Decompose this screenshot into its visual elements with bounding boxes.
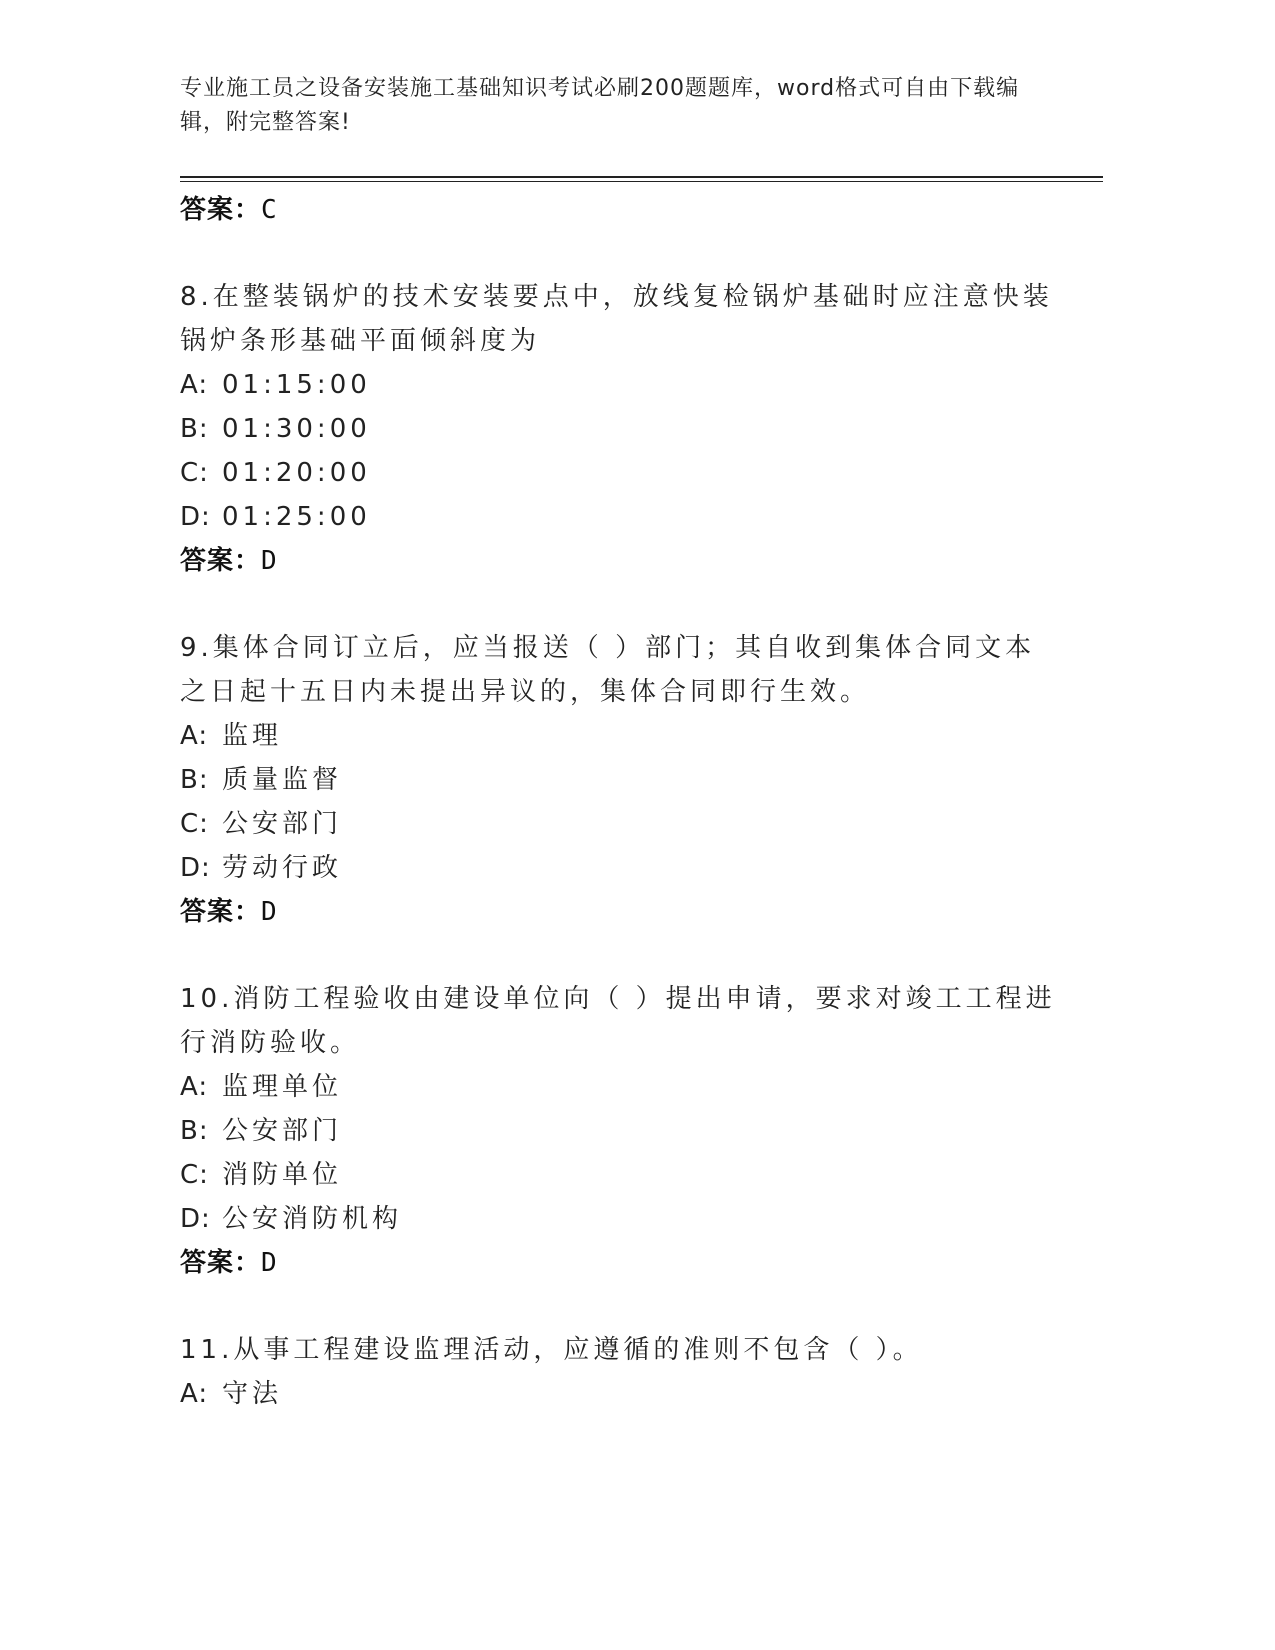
answer-label: 答案： [180, 195, 262, 225]
question-text: 8.在整装锅炉的技术安装要点中，放线复检锅炉基础时应注意快装锅炉条形基础平面倾斜度为 [180, 282, 1053, 356]
document-body [180, 188, 1060, 1416]
answer-value: C [261, 195, 278, 225]
option-key: C: [180, 809, 209, 839]
question-block [180, 275, 1060, 583]
header-divider-thick [180, 176, 1103, 178]
answer-value: D [261, 897, 278, 927]
option-d [180, 1197, 1060, 1241]
option-a [180, 1065, 1060, 1109]
option-a [180, 714, 1060, 758]
question-text: 9.集体合同订立后，应当报送（ ）部门；其自收到集体合同文本之日起十五日内未提出异议的，集体合同即行生效。 [180, 633, 1036, 707]
header-divider-thin [180, 181, 1103, 182]
question-block [180, 626, 1060, 934]
answer-value: D [261, 1248, 278, 1278]
option-text: 公安部门 [222, 1116, 343, 1146]
option-text: 监理 [222, 721, 283, 751]
option-c [180, 802, 1060, 846]
answer-line [180, 1241, 1060, 1285]
option-text: 质量监督 [222, 765, 343, 795]
question-block [180, 977, 1060, 1285]
option-text: 守法 [222, 1379, 283, 1409]
question-block [180, 1328, 1060, 1416]
option-key: C: [180, 1160, 209, 1190]
question-text: 11.从事工程建设监理活动，应遵循的准则不包含（ ）。 [180, 1335, 923, 1365]
option-text: 劳动行政 [222, 853, 343, 883]
answer-line [180, 188, 1060, 232]
answer-label: 答案： [180, 1248, 262, 1278]
page-header: 专业施工员之设备安装施工基础知识考试必刷200题题库，word格式可自由下载编辑，附完整答案! [180, 76, 1020, 135]
spacer [180, 934, 1060, 977]
option-text: 01:15:00 [222, 370, 371, 400]
option-key: D: [180, 1204, 211, 1234]
option-b [180, 1109, 1060, 1153]
option-b [180, 758, 1060, 802]
answer-line [180, 539, 1060, 583]
option-key: C: [180, 458, 209, 488]
option-key: A: [180, 1072, 209, 1102]
option-key: A: [180, 721, 209, 751]
option-b [180, 407, 1060, 451]
option-a [180, 1372, 1060, 1416]
option-key: D: [180, 502, 211, 532]
option-a [180, 363, 1060, 407]
option-key: A: [180, 1379, 209, 1409]
option-key: A: [180, 370, 209, 400]
answer-line [180, 890, 1060, 934]
option-c [180, 451, 1060, 495]
option-text: 消防单位 [222, 1160, 343, 1190]
option-text: 01:25:00 [222, 502, 371, 532]
spacer [180, 1285, 1060, 1328]
option-text: 01:20:00 [222, 458, 371, 488]
option-key: B: [180, 1116, 209, 1146]
option-text: 公安部门 [222, 809, 343, 839]
spacer [180, 583, 1060, 626]
option-c [180, 1153, 1060, 1197]
option-key: B: [180, 414, 209, 444]
option-text: 公安消防机构 [222, 1204, 403, 1234]
option-key: B: [180, 765, 209, 795]
option-text: 监理单位 [222, 1072, 343, 1102]
option-text: 01:30:00 [222, 414, 371, 444]
answer-label: 答案： [180, 897, 262, 927]
spacer [180, 232, 1060, 275]
question-text: 10.消防工程验收由建设单位向（ ）提出申请，要求对竣工工程进行消防验收。 [180, 984, 1056, 1058]
answer-value: D [261, 546, 278, 576]
option-key: D: [180, 853, 211, 883]
option-d [180, 495, 1060, 539]
option-d [180, 846, 1060, 890]
answer-label: 答案： [180, 546, 262, 576]
